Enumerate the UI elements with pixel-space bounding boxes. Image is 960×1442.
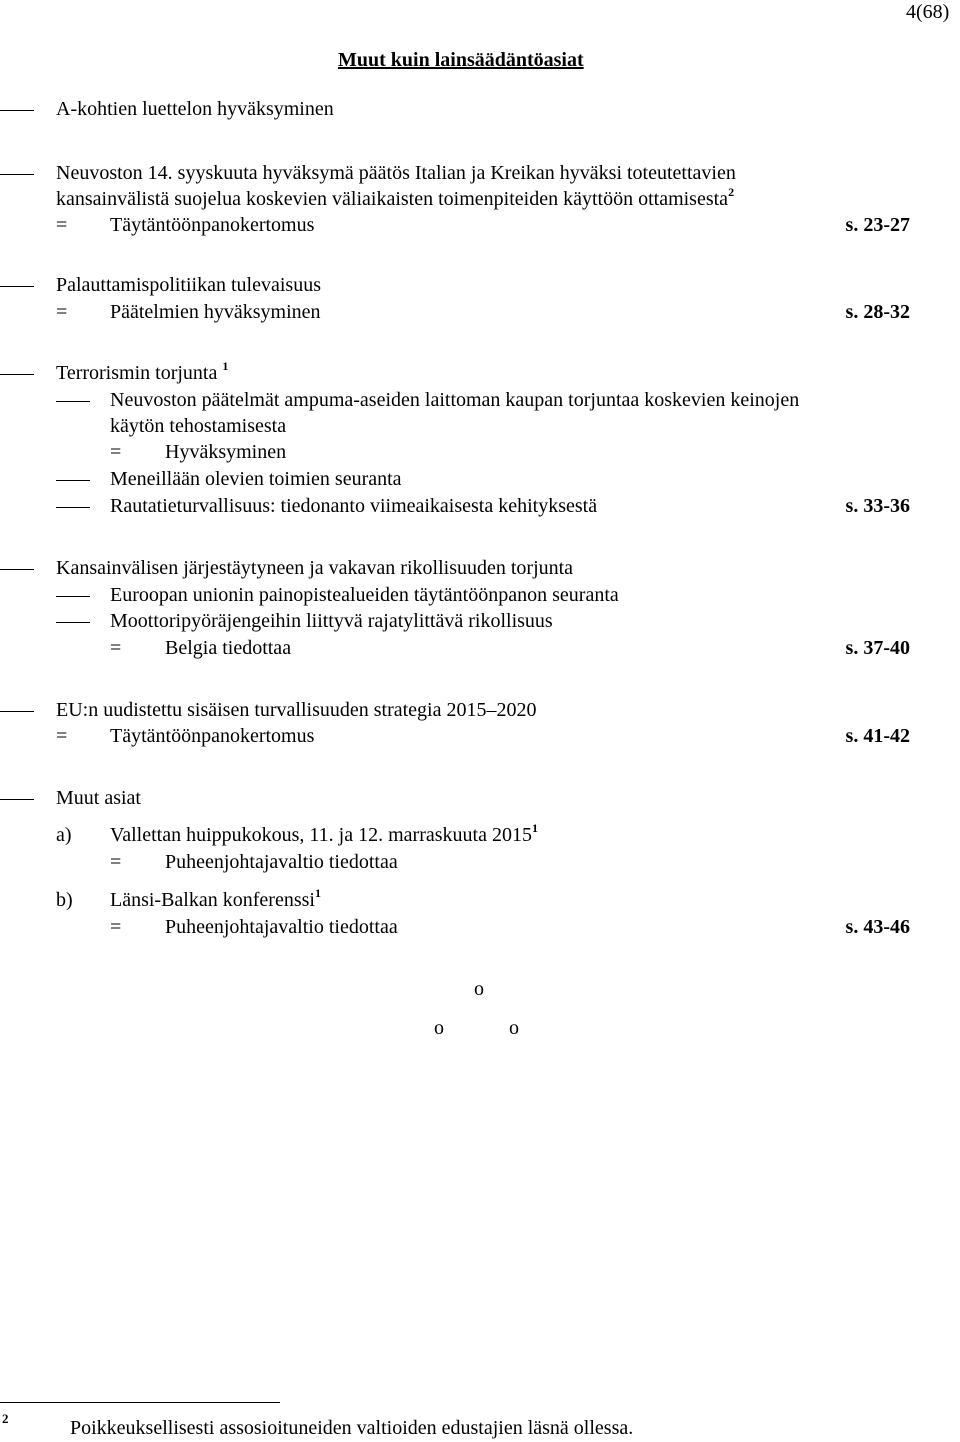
dash-bullet xyxy=(0,799,34,800)
dash-bullet xyxy=(0,286,34,287)
equals-sign: = xyxy=(56,301,68,323)
ornament-mark: o xyxy=(434,1017,444,1039)
item-crime: Kansainvälisen järjestäytyneen ja vakavan rikollisuuden torjunta xyxy=(56,557,574,579)
section-title: Muut kuin lainsäädäntöasiat xyxy=(338,49,584,71)
footnote-text: Poikkeuksellisesti assosioituneiden valtioiden edustajien läsnä ollessa. xyxy=(70,1417,634,1439)
list-label-a: a) xyxy=(56,824,72,846)
footnote-separator xyxy=(0,1402,280,1403)
dash-bullet xyxy=(0,110,34,111)
item-terrorism-sub1-line2: käytön tehostamisesta xyxy=(110,415,287,437)
ornament-mark: o xyxy=(474,978,484,1000)
dash-bullet xyxy=(0,569,34,570)
dash-bullet xyxy=(0,174,34,175)
item-strategy-outcome: Täytäntöönpanokertomus xyxy=(110,725,315,747)
dash-bullet xyxy=(56,596,90,597)
footnote-ref: 2 xyxy=(728,185,735,199)
equals-sign: = xyxy=(110,441,122,463)
item-terrorism-sub1-outcome: Hyväksyminen xyxy=(165,441,287,463)
item-return-policy-outcome: Päätelmien hyväksyminen xyxy=(110,301,321,323)
item-council-decision-line2: kansainvälistä suojelua koskevien väliaikaisten toimenpiteiden käyttöön ottamisesta$^2$ xyxy=(56,185,735,210)
dash-bullet xyxy=(56,480,90,481)
item-terrorism-sub3: Rautatieturvallisuus: tiedonanto viimeaikaisesta kehityksestä xyxy=(110,495,598,517)
equals-sign: = xyxy=(56,725,68,747)
item-terrorism-sub1-line1: Neuvoston päätelmät ampuma-aseiden laittoman kaupan torjuntaa koskevien keinojen xyxy=(110,389,800,411)
page-ref: s. 28-32 xyxy=(845,301,910,323)
page-ref: s. 43-46 xyxy=(845,916,910,938)
item-other-a-outcome: Puheenjohtajavaltio tiedottaa xyxy=(165,851,398,873)
page-ref: s. 41-42 xyxy=(845,725,910,747)
item-terrorism: Terrorismin torjunta $^1$ xyxy=(56,359,229,384)
item-strategy: EU:n uudistettu sisäisen turvallisuuden strategia 2015–2020 xyxy=(56,699,537,721)
footnote-ref: 1 xyxy=(314,886,321,900)
footnote-ref: 1 xyxy=(222,359,229,373)
dash-bullet xyxy=(56,507,90,508)
equals-sign: = xyxy=(56,214,68,236)
dash-bullet xyxy=(0,711,34,712)
item-other-b-outcome: Puheenjohtajavaltio tiedottaa xyxy=(165,916,398,938)
item-crime-sub2: Moottoripyöräjengeihin liittyvä rajatylittävä rikollisuus xyxy=(110,610,553,632)
list-label-b: b) xyxy=(56,889,73,911)
page-ref: s. 23-27 xyxy=(845,214,910,236)
dash-bullet xyxy=(0,374,34,375)
item-other-b: Länsi-Balkan konferenssi$^1$ xyxy=(110,886,321,911)
item-other-a: Vallettan huippukokous, 11. ja 12. marraskuuta 2015$^1$ xyxy=(110,821,538,846)
item-other: Muut asiat xyxy=(56,787,141,809)
equals-sign: = xyxy=(110,916,122,938)
equals-sign: = xyxy=(110,637,122,659)
dash-bullet xyxy=(56,401,90,402)
item-crime-sub1: Euroopan unionin painopistealueiden täytäntöönpanon seuranta xyxy=(110,584,619,606)
item-return-policy: Palauttamispolitiikan tulevaisuus xyxy=(56,274,321,296)
page-ref: s. 37-40 xyxy=(845,637,910,659)
footnote-number: 2 xyxy=(2,1411,9,1426)
page-ref: s. 33-36 xyxy=(845,495,910,517)
equals-sign: = xyxy=(110,851,122,873)
item-crime-outcome: Belgia tiedottaa xyxy=(165,637,292,659)
item-council-decision-line1: Neuvoston 14. syyskuuta hyväksymä päätös Italian ja Kreikan hyväksi toteutettavien xyxy=(56,162,736,184)
item-council-decision-outcome: Täytäntöönpanokertomus xyxy=(110,214,315,236)
ornament-mark: o xyxy=(509,1017,519,1039)
dash-bullet xyxy=(56,622,90,623)
item-terrorism-sub2: Meneillään olevien toimien seuranta xyxy=(110,468,402,490)
footnote-ref: 1 xyxy=(531,821,538,835)
page-number: 4(68) xyxy=(906,1,950,23)
item-a-list: A-kohtien luettelon hyväksyminen xyxy=(56,98,334,120)
